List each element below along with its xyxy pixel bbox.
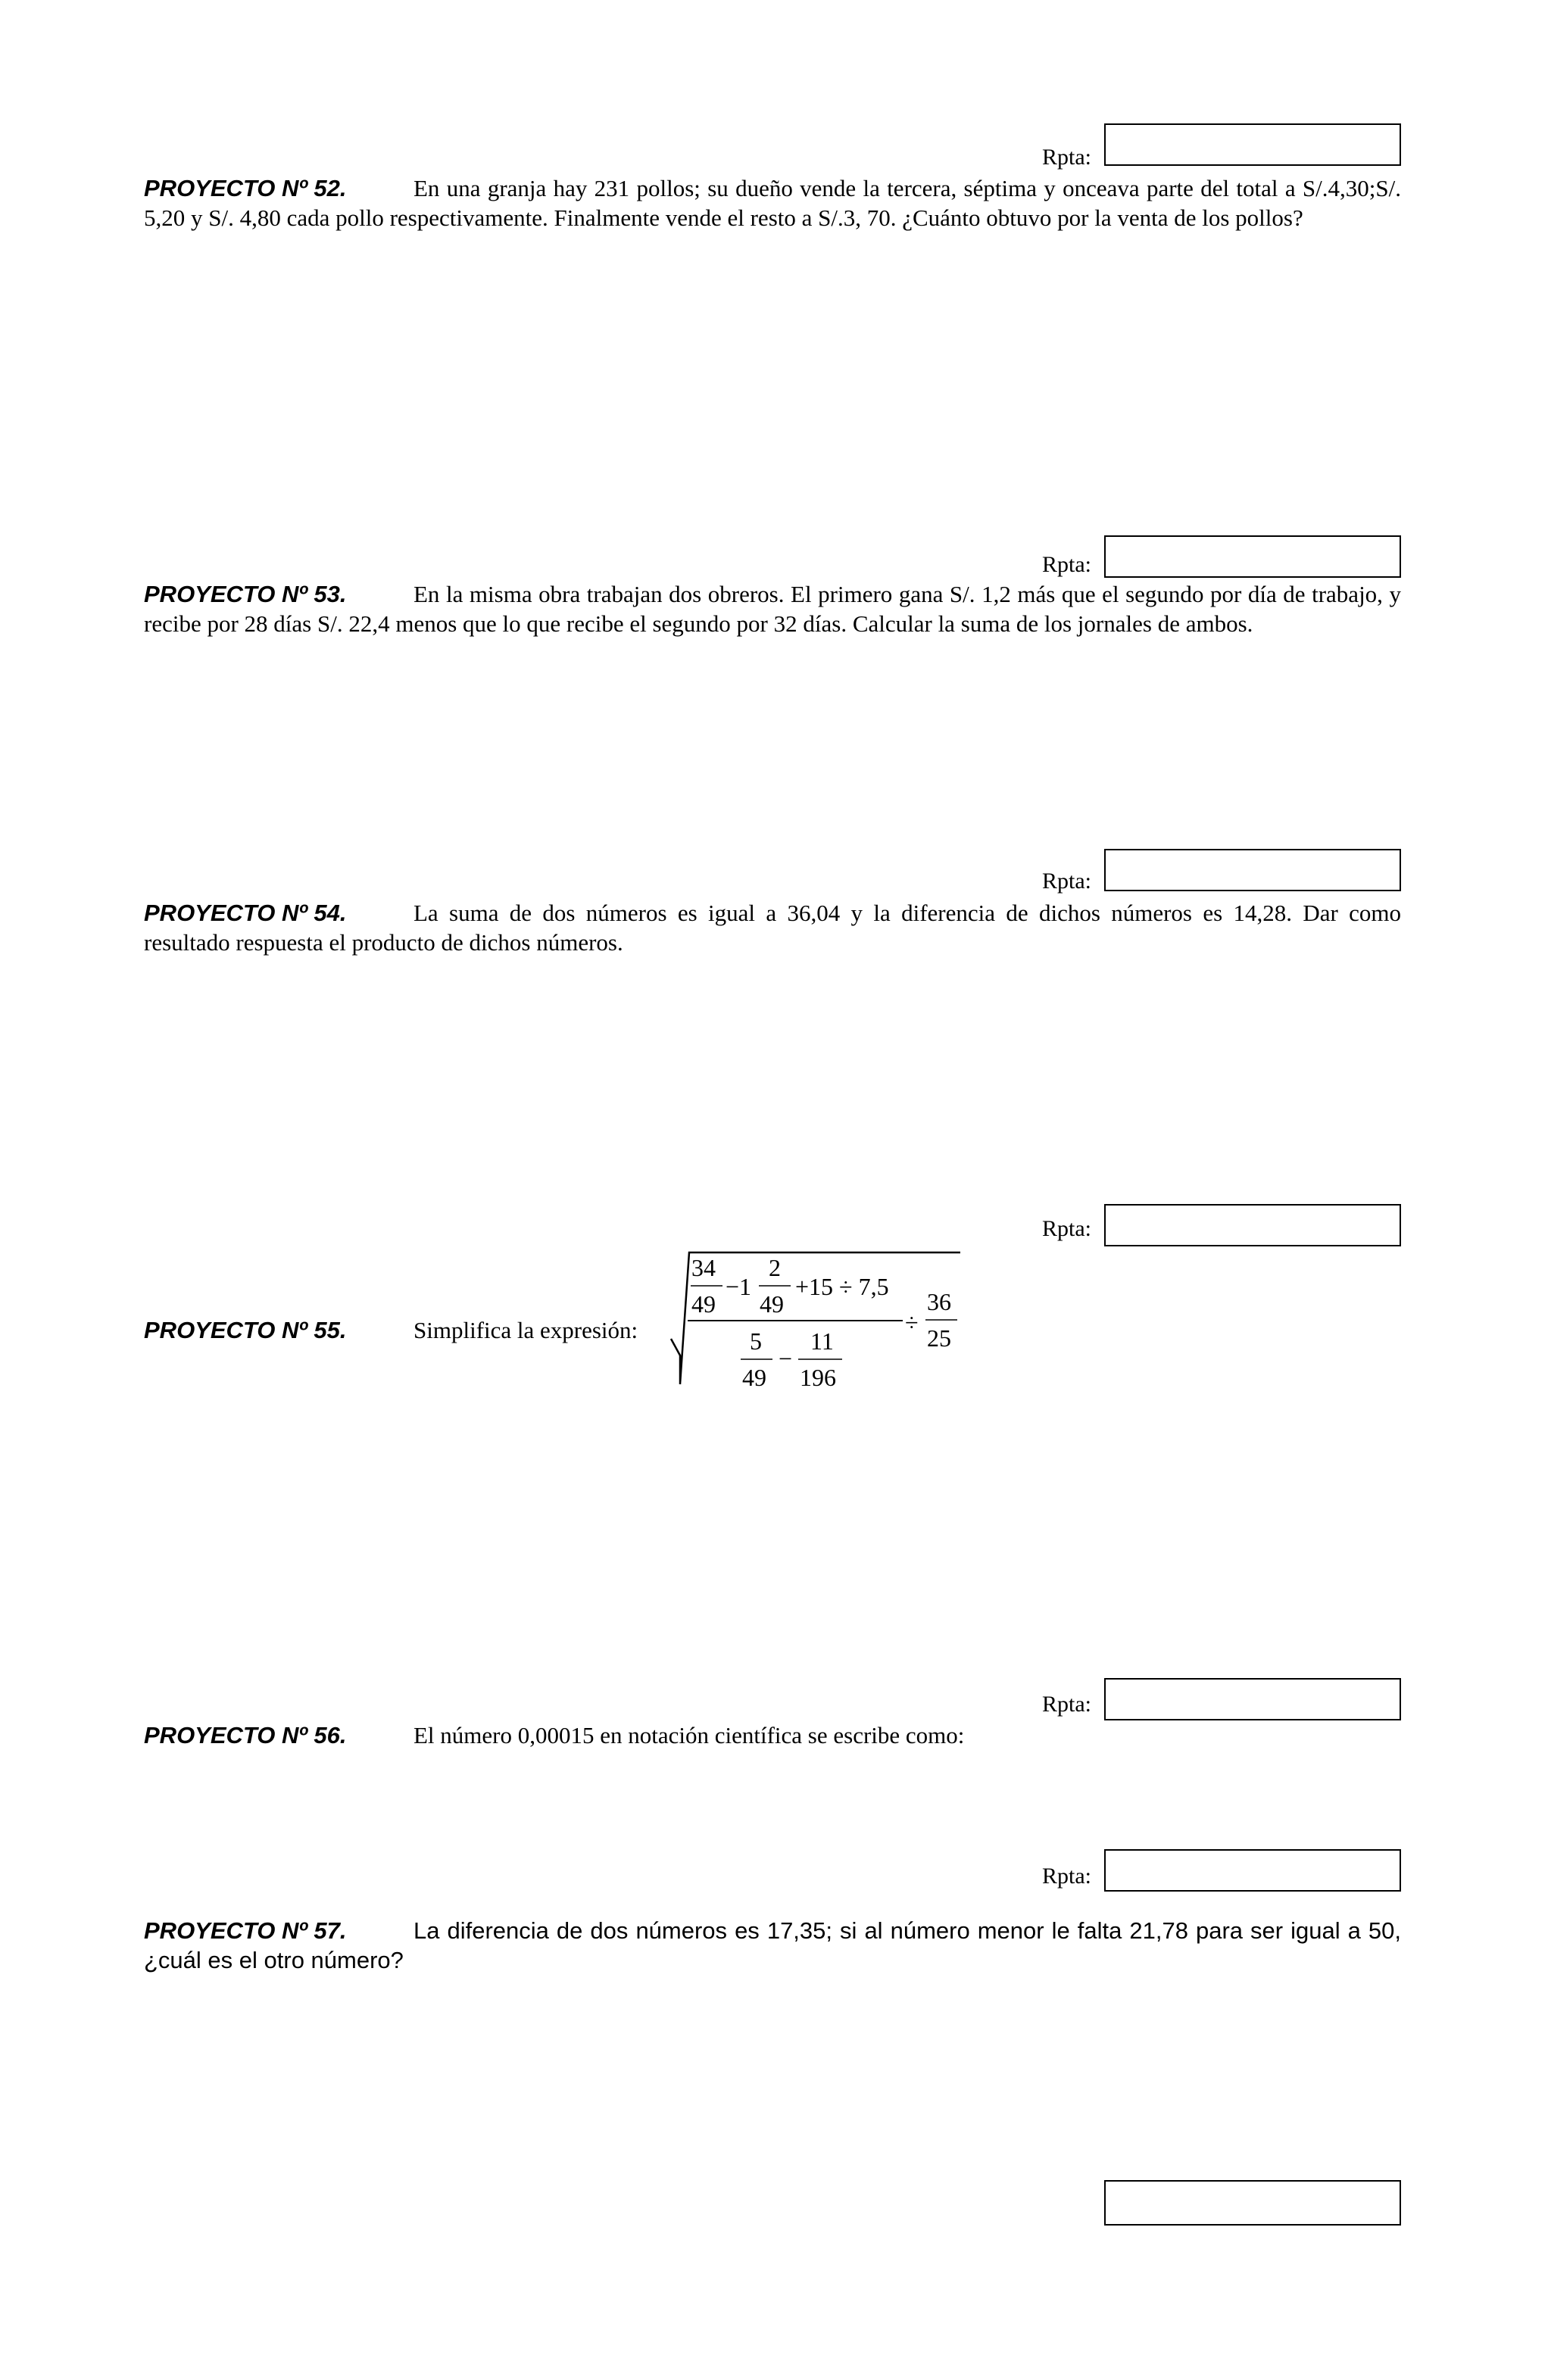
minus-one: −1: [726, 1273, 752, 1300]
problem-56-text: El número 0,00015 en notación científica se escribe como:: [413, 1722, 965, 1748]
plus-term: +15 ÷ 7,5: [795, 1273, 889, 1300]
problem-55: [144, 1315, 638, 1345]
d2-num: 11: [810, 1327, 834, 1355]
problem-52-text: En una granja hay 231 pollos; su dueño vende la tercera, séptima y onceava parte del total a S/.4,30;S/. 5,20 y S/. 4,80 cada pollo respectivamente. Finalmente vende el resto a S/.3, 70. ¿Cuánto obtuvo por la venta de los pollos?: [144, 175, 1401, 231]
d2-den: 196: [800, 1364, 836, 1391]
d1-num: 5: [750, 1327, 762, 1355]
problem-57-label: PROYECTO Nº 57.: [144, 1917, 347, 1944]
r-num: 36: [927, 1288, 951, 1315]
problem-55-label: PROYECTO Nº 55.: [144, 1317, 347, 1343]
problem-53: [144, 579, 1401, 638]
answer-box-extra[interactable]: [1104, 2180, 1401, 2226]
problem-54-text: La suma de dos números es igual a 36,04 y la diferencia de dichos números es 14,28. Dar como resultado respuesta el producto de dichos números.: [144, 900, 1401, 956]
rpta-label-55: Rpta:: [1042, 1216, 1091, 1241]
rpta-label-56: Rpta:: [1042, 1692, 1091, 1717]
problem-55-text: Simplifica la expresión:: [413, 1317, 638, 1343]
rpta-label-57: Rpta:: [1042, 1864, 1091, 1889]
answer-box-54[interactable]: [1104, 849, 1401, 891]
problem-52: [144, 173, 1401, 232]
problem-53-text: En la misma obra trabajan dos obreros. El primero gana S/. 1,2 más que el segundo por día de trabajo, y recibe por 28 días S/. 22,4 menos que lo que recibe el segundo por 32 días. Calcular la suma de los jornales de ambos.: [144, 581, 1401, 637]
n1-num: 34: [691, 1254, 716, 1281]
answer-box-52[interactable]: [1104, 123, 1401, 166]
problem-52-label: PROYECTO Nº 52.: [144, 175, 347, 201]
problem-54: [144, 898, 1401, 957]
minus-sign: −: [779, 1345, 793, 1372]
division-sign: ÷: [905, 1309, 919, 1336]
problem-53-label: PROYECTO Nº 53.: [144, 581, 347, 607]
rpta-label-53: Rpta:: [1042, 552, 1091, 577]
answer-box-56[interactable]: [1104, 1678, 1401, 1720]
answer-box-55[interactable]: [1104, 1204, 1401, 1246]
rpta-label-52: Rpta:: [1042, 145, 1091, 170]
answer-box-53[interactable]: [1104, 535, 1401, 578]
answer-box-57[interactable]: [1104, 1849, 1401, 1892]
rpta-label-54: Rpta:: [1042, 869, 1091, 894]
d1-den: 49: [742, 1364, 766, 1391]
problem-57: [144, 1916, 1401, 1975]
n2-num: 2: [769, 1254, 781, 1281]
problem-56: [144, 1720, 964, 1750]
n2-den: 49: [760, 1290, 784, 1318]
r-den: 25: [927, 1324, 951, 1352]
radical-expression: [659, 1242, 969, 1416]
problem-57-text: La diferencia de dos números es 17,35; si al número menor le falta 21,78 para ser igual a 50, ¿cuál es el otro número?: [144, 1917, 1401, 1973]
n1-den: 49: [691, 1290, 716, 1318]
problem-56-label: PROYECTO Nº 56.: [144, 1722, 347, 1748]
problem-54-label: PROYECTO Nº 54.: [144, 900, 347, 926]
